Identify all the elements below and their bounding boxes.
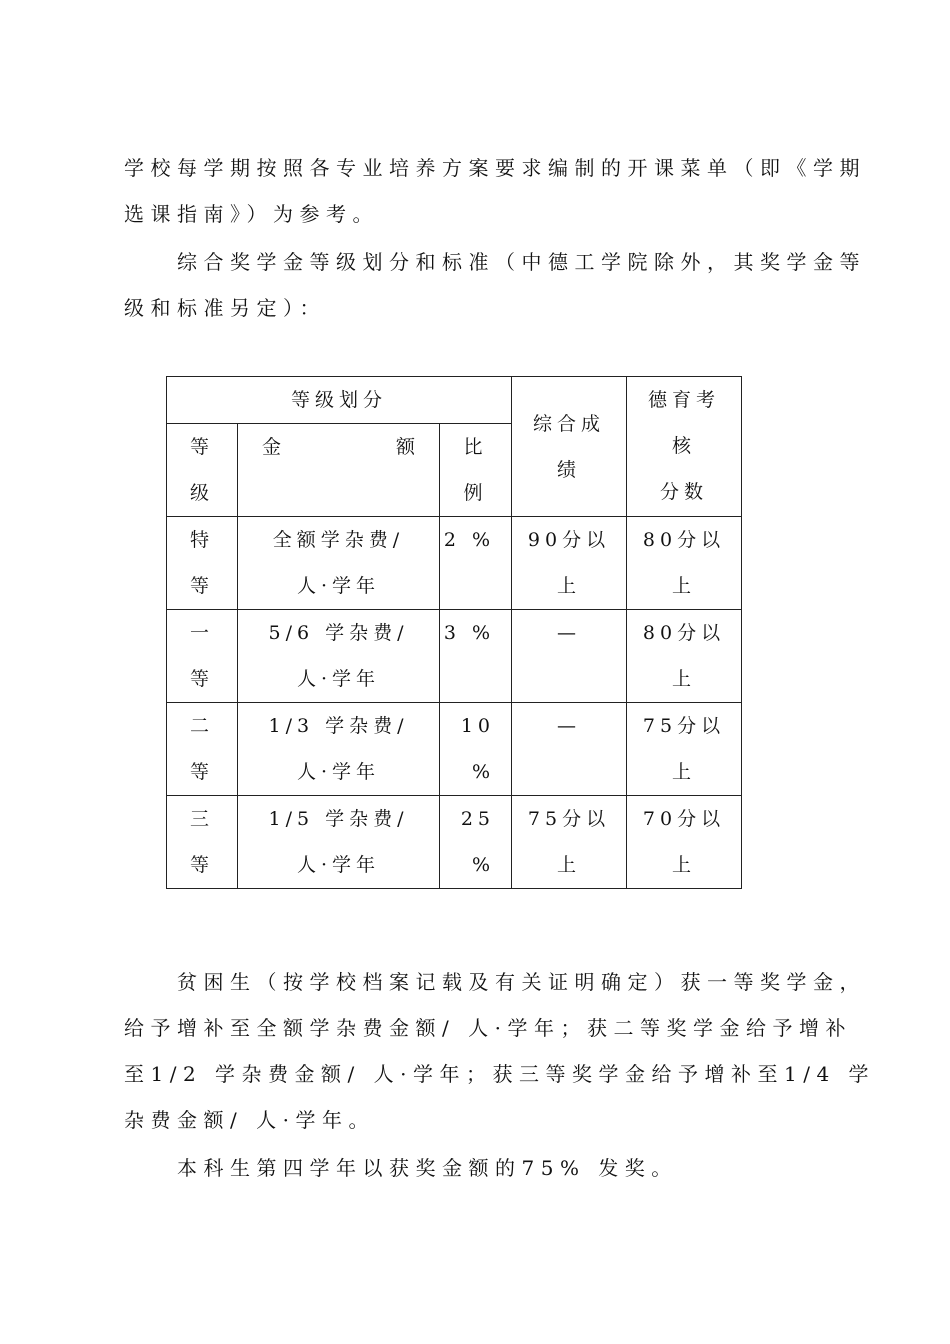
table-cell — [440, 610, 512, 703]
cell-text: 分数 — [659, 481, 708, 503]
cell-text: 德育考 — [647, 389, 720, 411]
cell-text: 10 % — [460, 715, 495, 783]
cell-text: 人·学年 — [296, 575, 381, 597]
table-row — [167, 610, 742, 703]
cell-text: 例 — [463, 482, 488, 504]
cell-text: 绩 — [556, 458, 581, 481]
intro-line-2: 选课指南》）为参考。 — [124, 202, 379, 226]
cell-text: 二 — [189, 715, 214, 737]
cell-text: 人·学年 — [296, 668, 381, 690]
cell-text: 上 — [671, 854, 696, 876]
cell-text: 等 — [189, 575, 214, 597]
table-cell — [167, 703, 238, 796]
senior-line-1: 本科生第四学年以获奖金额的75% 发奖。 — [124, 1156, 678, 1180]
table-cell — [238, 517, 440, 610]
table-cell — [440, 517, 512, 610]
table-row — [167, 703, 742, 796]
cell-text: 金 — [262, 436, 287, 458]
table-row — [167, 517, 742, 610]
table-cell — [627, 796, 742, 889]
cell-text: 三 — [189, 808, 214, 830]
cell-text: 全额学杂费/ — [272, 529, 405, 551]
header-moral-score — [627, 377, 742, 517]
intro-line-1: 学校每学期按照各专业培养方案要求编制的开课菜单（即《学期 — [124, 156, 866, 180]
cell-text: 25 % — [460, 808, 495, 876]
cell-text: 3 % — [443, 622, 495, 644]
table-cell — [627, 610, 742, 703]
table-cell — [238, 610, 440, 703]
scholarship-table — [166, 376, 742, 889]
poor-students-paragraph — [124, 959, 876, 1143]
table-cell — [238, 796, 440, 889]
table-cell — [440, 796, 512, 889]
cell-text: 1/5 学杂费/ — [268, 808, 409, 830]
criteria-intro-line-1: 综合奖学金等级划分和标准（中德工学院除外，其奖学金等 — [124, 250, 866, 274]
cell-text: 级 — [189, 482, 214, 504]
table-cell — [440, 703, 512, 796]
header-grade-division: 等级划分 — [167, 377, 512, 424]
poor-line-4: 杂费金额/ 人·学年。 — [124, 1108, 375, 1132]
cell-text: 2 % — [443, 529, 495, 551]
cell-text: 上 — [671, 668, 696, 690]
table-cell — [512, 517, 627, 610]
criteria-intro-line-2: 级和标准另定）： — [124, 296, 326, 320]
table-cell — [167, 796, 238, 889]
header-ratio — [440, 424, 512, 517]
cell-text: 80分以 — [642, 622, 726, 644]
cell-text: 上 — [671, 575, 696, 597]
cell-text: 上 — [671, 761, 696, 783]
table-cell — [627, 703, 742, 796]
table-cell — [512, 610, 627, 703]
header-composite-score — [512, 377, 627, 517]
criteria-intro-paragraph — [124, 239, 866, 331]
cell-text: 等 — [189, 761, 214, 783]
cell-text: 等 — [189, 854, 214, 876]
poor-line-3: 至1/2 学杂费金额/ 人·学年；获三等奖学金给予增补至1/4 学 — [124, 1062, 876, 1086]
table-cell — [238, 703, 440, 796]
senior-paragraph — [124, 1145, 824, 1191]
poor-line-1: 贫困生（按学校档案记载及有关证明确定）获一等奖学金， — [124, 970, 866, 994]
header-amount — [238, 424, 440, 517]
cell-text: 等 — [189, 668, 214, 690]
table-cell — [512, 703, 627, 796]
header-level — [167, 424, 238, 517]
cell-text: 80分以 — [642, 529, 726, 551]
cell-text: 1/3 学杂费/ — [268, 715, 409, 737]
cell-text: 70分以 — [642, 808, 726, 830]
cell-text: 一 — [189, 622, 214, 644]
cell-text: 人·学年 — [296, 854, 381, 876]
cell-text: 上 — [556, 575, 581, 597]
cell-text: 75分以 — [642, 715, 726, 737]
cell-text: 综合成 — [532, 412, 605, 435]
cell-text: 90分以 — [527, 529, 611, 551]
table-cell — [167, 610, 238, 703]
table-row — [167, 796, 742, 889]
cell-text: 等 — [189, 436, 214, 458]
cell-text: 人·学年 — [296, 761, 381, 783]
cell-text: — — [557, 715, 581, 737]
table-cell — [512, 796, 627, 889]
intro-paragraph — [124, 145, 866, 237]
cell-text: 上 — [556, 854, 581, 876]
table-cell — [627, 517, 742, 610]
poor-line-2: 给予增补至全额学杂费金额/ 人·学年；获二等奖学金给予增补 — [124, 1016, 852, 1040]
cell-text: 额 — [396, 436, 421, 458]
cell-text: 5/6 学杂费/ — [268, 622, 409, 644]
table-cell — [167, 517, 238, 610]
cell-text: 比 — [463, 436, 488, 458]
cell-text: 75分以 — [527, 808, 611, 830]
cell-text: 特 — [189, 529, 214, 551]
cell-text: — — [557, 622, 581, 644]
cell-text: 核 — [671, 435, 696, 457]
